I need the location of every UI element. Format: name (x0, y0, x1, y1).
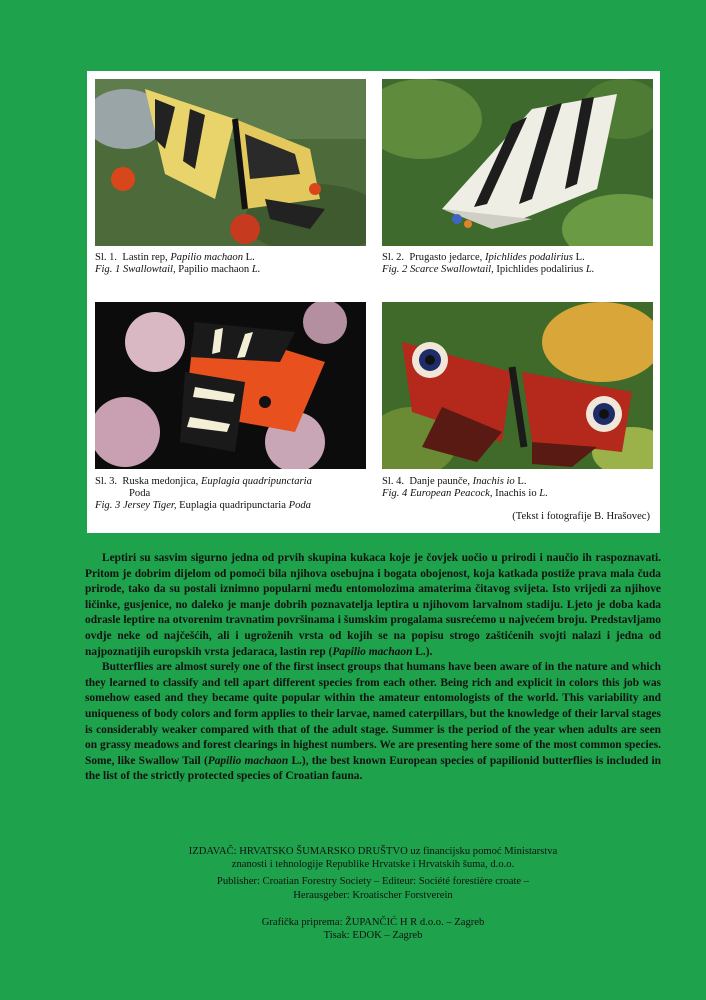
peacock-photo (382, 302, 653, 469)
swallowtail-photo (95, 79, 366, 246)
publisher-info (85, 845, 661, 942)
photo-panel (87, 71, 660, 533)
print-line: Tisak: EDOK – Zagreb (323, 930, 423, 942)
publisher-line-hr: IZDAVAČ: HRVATSKO ŠUMARSKO DRUŠTVO uz financijsku pomoć Ministarstva (188, 846, 558, 857)
publisher-line-de: Herausgeber: Kroatischer Forstverein (293, 889, 453, 901)
english-paragraph: Butterflies are almost surely one of the first insect groups that humans have been aware of in the nature and which they learned to classify and tell apart different species from each other. Being rich and explicit in colors this job was somehow eased and they became quite popular within the amateur entomologists of the world. This variability and uniqueness of body colors and form applies to their larvae, named caterpillars, but the knowledge of their larval stages is considerably weaker compared with that of the adult stage. Summer is the period of the year when adults are seen on grassy meadows and forest clearings in highest numbers. We are presenting here some of the most common species. Some, like Swallow Tail (Papilio machaon L.), the best known European species of papilionid butterflies is included in the list of the strictly protected species of Croatian fauna. (85, 661, 662, 783)
figure-4-caption: Sl. 4. Danje paunče, Inachis io L. Fig. 4 European Peacock, Inachis io L. (382, 476, 548, 499)
publisher-line-intl: Publisher: Croatian Forestry Society – Editeur: Société forestière croate – (216, 876, 530, 888)
figure-1-caption: Sl. 1. Lastin rep, Papilio machaon L. Fig. 1 Swallowtail, Papilio machaon L. (95, 252, 261, 275)
croatian-paragraph: Leptiri su sasvim sigurno jedna od prvih skupina kukaca koje je čovjek uočio u prirodi i naučio ih raspoznavati. Pritom je dobrim dijelom od pomoći bila njihova osebujna i bogata obojenost, koja katkada postiže prava mala čuda prirode, tako da su postali iznimno popularni među entomolozima amaterima čitavog svijeta. Isto vrijedi za njihove ličinke, gusjenice, no daleko je manje dobrih poznavatelja leptira u njihovom larvalnom stadiju. Ljeto je doba kada odrasle leptire na otvorenim travnatim površinama i šumskim progalama susrećemo u najvećem broju. Predstavljamo ovdje neke od najčešćih, ali i ugroženih vrsta od kojih se na popisu strogo zaštićenih svojti nalazi i jedna od najpoznatijih europskih vrsta jedaraca, lastin rep (Papilio machaon L.). (85, 552, 661, 658)
body-text (85, 551, 661, 785)
scarce-swallowtail-photo (382, 79, 653, 246)
jersey-tiger-photo (95, 302, 366, 469)
photo-credit: (Tekst i fotografije B. Hrašovec) (512, 511, 650, 522)
prepress-line: Grafička priprema: ŽUPANČIĆ H R d.o.o. – Zagreb (261, 916, 485, 928)
figure-2-caption: Sl. 2. Prugasto jedarce, Ipichlides podalirius L. Fig. 2 Scarce Swallowtail, Ipichlides podalirius L. (382, 252, 595, 275)
figure-3-caption: Sl. 3. Ruska medonjica, Euplagia quadripunctaria Poda Fig. 3 Jersey Tiger, Euplagia quadripunctaria Poda (95, 476, 312, 511)
publisher-line-hr-2: znanosti i tehnologije Republike Hrvatske i Hrvatskih šuma, d.o.o. (231, 859, 515, 871)
